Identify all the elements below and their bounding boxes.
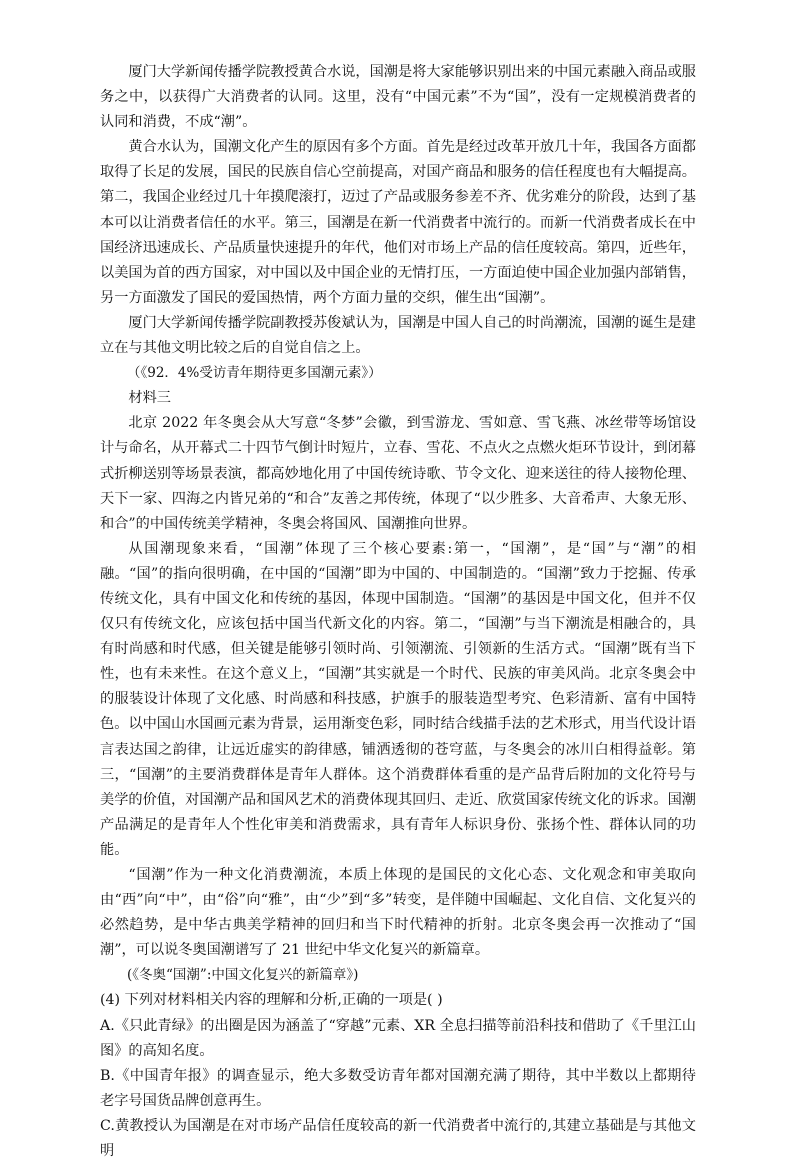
paragraph-core-elements: 从国潮现象来看，“国潮”体现了三个核心要素:第一，“国潮”，是“国”与“潮”的相融。“国”的指向很明确，在中国的“国潮”即为中国的、中国制造的。“国潮”致力于挖掘、传承传统文化，具有中国文化和传统的基因，体现中国制造。“国潮”的基因是中国文化，但并不仅仅只有传统文化，应该包括中国当代新文化的内容。第二，“国潮”与当下潮流是相融合的，具有时尚感和时代感，但关键是能够引领时尚、引领潮流、引领新的生活方式。“国潮”既有当下性，也有未来性。在这个意义上，“国潮”其实就是一个时代、民族的审美风尚。北京冬奥会中的服装设计体现了文化感、时尚感和科技感，护旗手的服装造型考究、色彩清新、富有中国特色。以中国山水国画元素为背景，运用渐变色彩，同时结合线描手法的艺术形式，用当代设计语言表达国之韵律，让远近虚实的韵律感，铺洒透彻的苍穹蓝，与冬奥会的冰川白相得益彰。第三，“国潮”的主要消费群体是青年人群体。这个消费群体看重的是产品背后附加的文化符号与美学的价值，对国潮产品和国风艺术的消费体现其回归、走近、欣赏国家传统文化的诉求。国潮产品满足的是青年人个性化审美和消费需求，具有青年人标识身份、张扬个性、群体认同的功能。 — [100, 540, 696, 858]
paragraph-huang-definition: 厦门大学新闻传播学院教授黄合水说，国潮是将大家能够识别出来的中国元素融入商品或服务之中，以获得广大消费者的认同。这里，没有“中国元素”不为“国”，没有一定规模消费者的认同和消费，不成“潮”。 — [100, 64, 696, 131]
option-b: B.《中国青年报》的调查显示，绝大多数受访青年都对国潮充满了期待，其中半数以上都期待老字号国货品牌创意再生。 — [100, 1067, 696, 1109]
paragraph-su-view: 厦门大学新闻传播学院副教授苏俊斌认为，国潮是中国人自己的时尚潮流，国潮的诞生是建立在与其他文明比较之后的自觉自信之上。 — [100, 314, 696, 357]
option-c: C.黄教授认为国潮是在对市场产品信任度较高的新一代消费者中流行的,其建立基础是与其他文明 — [100, 1117, 696, 1160]
document-page — [100, 60, 696, 1164]
option-a: A.《只此青绿》的出圈是因为涵盖了“穿越”元素、XR 全息扫描等前沿科技和借助了《千里江山图》的高知名度。 — [100, 1017, 696, 1059]
paragraph-winter-olympics: 北京 2022 年冬奥会从大写意“冬梦”会徽，到雪游龙、雪如意、雪飞燕、冰丝带等场馆设计与命名，从开幕式二十四节气倒计时短片，立春、雪花、不点火之点燃火炬环节设计，到闭幕式折柳送别等场景表演，都高妙地化用了中国传统诗歌、节令文化、迎来送往的待人接物伦理、天下一家、四海之内皆兄弟的“和合”友善之邦传统，体现了“以少胜多、大音希声、大象无形、和合”的中国传统美学精神，冬奥会将国风、国潮推向世界。 — [100, 415, 696, 532]
source-material-two: （《92．4%受访青年期待更多国潮元素》） — [127, 365, 382, 382]
paragraph-huang-reasons: 黄合水认为，国潮文化产生的原因有多个方面。首先是经过改革开放几十年，我国各方面都取得了长足的发展，国民的民族自信心空前提高，对国产商品和服务的信任程度也有大幅提高。第二，我国企业经过几十年摸爬滚打，迈过了产品或服务参差不齐、优劣难分的阶段，达到了基本可以让消费者信任的水平。第三，国潮是在新一代消费者中流行的。而新一代消费者成长在中国经济迅速成长、产品质量快速提升的年代，他们对市场上产品的信任度较高。第四，近些年，以美国为首的西方国家，对中国以及中国企业的无情打压，一方面迫使中国企业加强内部销售，另一方面激发了国民的爱国热情，两个方面力量的交织，催生出“国潮”。 — [100, 139, 696, 306]
question-four: (4) 下列对材料相关内容的理解和分析,正确的一项是( ) — [100, 992, 443, 1009]
paragraph-cultural-trend: “国潮”作为一种文化消费潮流，本质上体现的是国民的文化心态、文化观念和审美取向由“西”向“中”，由“俗”向“雅”，由“少”到“多”转变，是伴随中国崛起、文化自信、文化复兴的必然趋势，是中华古典美学精神的回归和当下时代精神的折射。北京冬奥会再一次推动了“国潮”，可以说冬奥国潮谱写了 21 世纪中华文化复兴的新篇章。 — [100, 867, 696, 959]
source-material-three: (《冬奥“国潮”:中国文化复兴的新篇章》) — [127, 967, 359, 984]
material-three-heading: 材料三 — [128, 390, 171, 407]
